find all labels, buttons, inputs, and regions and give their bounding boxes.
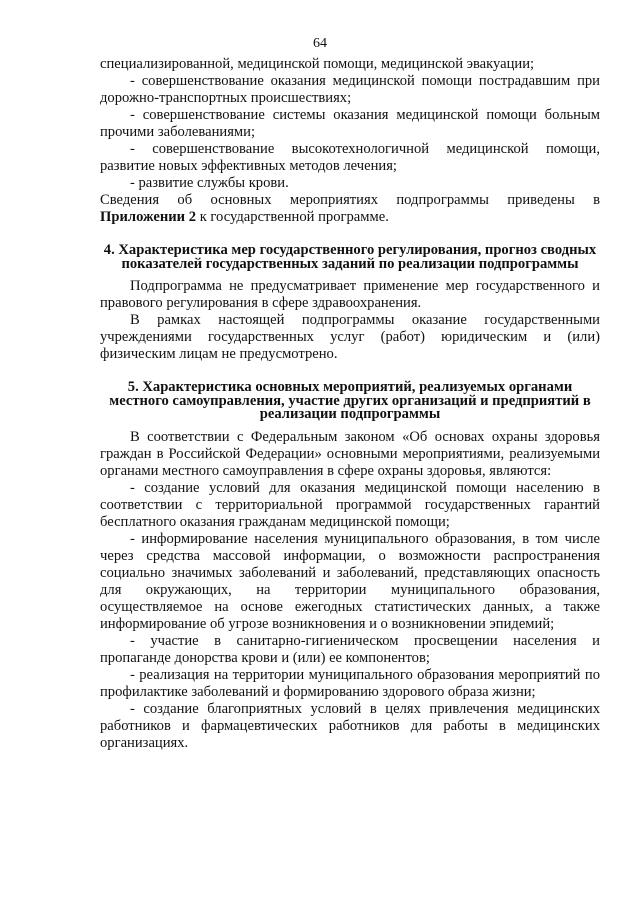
page-number: 64: [313, 36, 327, 51]
list-item: - участие в санитарно-гигиеническом просвещении населения и пропаганде донорства крови и (или) ее компонентов;: [100, 632, 600, 666]
section-4-heading: 4. Характеристика мер государственного регулирования, прогноз сводных показателей государственных заданий по реализации подпрограммы: [103, 242, 597, 272]
appendix-reference: [100, 192, 600, 226]
list-item: - информирование населения муниципального образования, в том числе через средства массовой информации, о возможности распространения социально значимых заболеваний и заболеваний, представляющих опасность для окружающих, на территории муниципального образования, осуществляемое на основе ежегодных статистических данных, а также информирование об угрозе возникновения и о возникновении эпидемий;: [100, 530, 600, 632]
paragraph: Подпрограмма не предусматривает применение мер государственного и правового регулирования в сфере здравоохранения.: [100, 278, 600, 311]
paragraph: В рамках настоящей подпрограммы оказание государственными учреждениями государственных услуг (работ) юридическим и (или) физическим лицам не предусмотрено.: [100, 312, 600, 362]
appendix-text-after: к государственной программе.: [196, 209, 389, 225]
appendix-link-text: Приложении 2: [100, 209, 197, 225]
list-item: - создание условий для оказания медицинской помощи населению в соответствии с территориальной программой государственных гарантий бесплатного оказания гражданам медицинской помощи;: [100, 479, 600, 530]
section-5-heading: 5. Характеристика основных мероприятий, реализуемых органами местного самоуправления, участие других организаций и предприятий в реализации подпрограммы: [109, 379, 591, 422]
appendix-text-before: Сведения об основных мероприятиях подпрограммы приведены в: [100, 192, 600, 208]
list-item: - развитие службы крови.: [130, 175, 289, 191]
list-item: - совершенствование системы оказания медицинской помощи больным прочими заболеваниями;: [100, 107, 600, 140]
document-body: [100, 56, 600, 752]
list-item: - совершенствование высокотехнологичной медицинской помощи, развитие новых эффективных методов лечения;: [100, 141, 600, 174]
list-item: - совершенствование оказания медицинской помощи пострадавшим при дорожно-транспортных происшествиях;: [100, 73, 600, 106]
continuation-line: специализированной, медицинской помощи, медицинской эвакуации;: [100, 56, 535, 72]
paragraph: В соответствии с Федеральным законом «Об основах охраны здоровья граждан в Российской Федерации» основными мероприятиями, реализуемыми органами местного самоуправления в сфере охраны здоровья, являются:: [100, 428, 600, 479]
list-item: - реализация на территории муниципального образования мероприятий по профилактике заболеваний и формированию здорового образа жизни;: [100, 666, 600, 700]
list-item: - создание благоприятных условий в целях привлечения медицинских работников и фармацевтических работников для работы в медицинских организациях.: [100, 700, 600, 751]
